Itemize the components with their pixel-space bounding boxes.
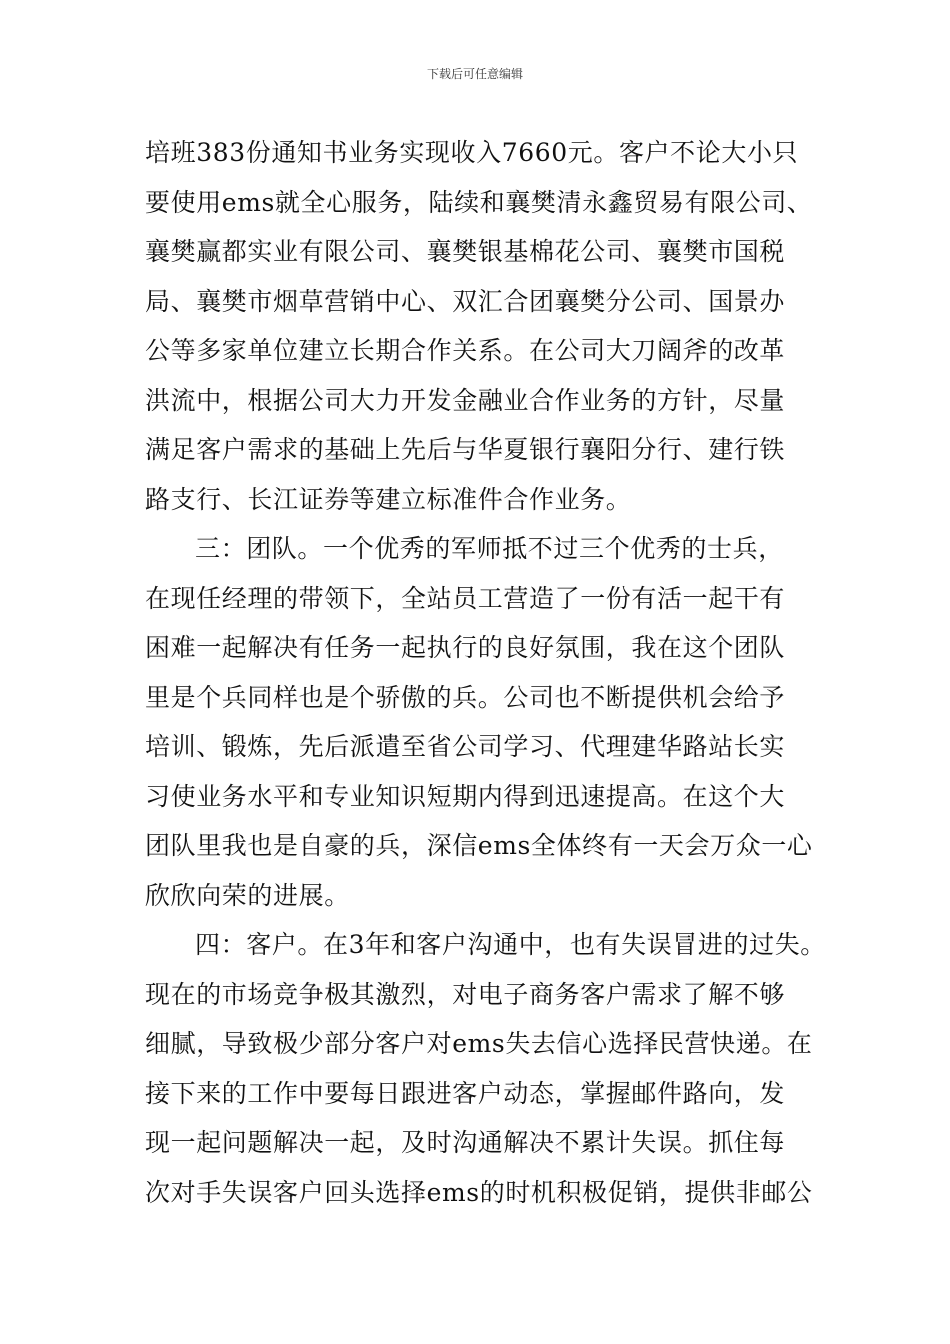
paragraph-start-line: 四：客户。在3年和客户沟通中，也有失误冒进的过失。 [195, 930, 826, 959]
text-line: 路支行、长江证券等建立标准件合作业务。 [145, 484, 632, 514]
text-line: 现一起问题解决一起，及时沟通解决不累计失误。抓住每 [145, 1128, 786, 1157]
text-line: 公等多家单位建立长期合作关系。在公司大刀阔斧的改革 [145, 336, 786, 365]
text-line: 次对手失误客户回头选择ems的时机积极促销，提供非邮公 [145, 1177, 813, 1207]
text-line: 习使业务水平和专业知识短期内得到迅速提高。在这个大 [145, 781, 786, 811]
text-line: 团队里我也是自豪的兵，深信ems全体终有一天会万众一心 [145, 831, 813, 860]
text-line: 困难一起解决有任务一起执行的良好氛围，我在这个团队 [145, 633, 786, 662]
text-line: 襄樊赢都实业有限公司、襄樊银基棉花公司、襄樊市国税 [145, 237, 786, 266]
body-text [145, 128, 845, 1217]
text-line: 培班383份通知书业务实现收入7660元。客户不论大小只 [145, 138, 799, 167]
text-line: 洪流中，根据公司大力开发金融业合作业务的方针，尽量 [145, 385, 786, 415]
text-line: 满足客户需求的基础上先后与华夏银行襄阳分行、建行铁 [145, 435, 786, 464]
paragraph-start-line: 三：团队。一个优秀的军师抵不过三个优秀的士兵， [195, 534, 784, 563]
text-line: 接下来的工作中要每日跟进客户动态，掌握邮件路向，发 [145, 1078, 786, 1108]
text-line: 里是个兵同样也是个骄傲的兵。公司也不断提供机会给予 [145, 682, 786, 712]
text-line: 细腻，导致极少部分客户对ems失去信心选择民营快递。在 [145, 1029, 813, 1058]
page-header: 下载后可任意编辑 [426, 67, 523, 81]
text-line: 在现任经理的带领下，全站员工营造了一份有活一起干有 [145, 583, 786, 613]
text-line: 局、襄樊市烟草营销中心、双汇合团襄樊分公司、国景办 [145, 286, 786, 316]
text-line: 现在的市场竞争极其激烈，对电子商务客户需求了解不够 [145, 979, 786, 1009]
text-line: 欣欣向荣的进展。 [145, 880, 350, 910]
text-line: 要使用ems就全心服务，陆续和襄樊清永鑫贸易有限公司、 [145, 187, 813, 217]
text-line: 培训、锻炼，先后派遣至省公司学习、代理建华路站长实 [145, 732, 786, 761]
